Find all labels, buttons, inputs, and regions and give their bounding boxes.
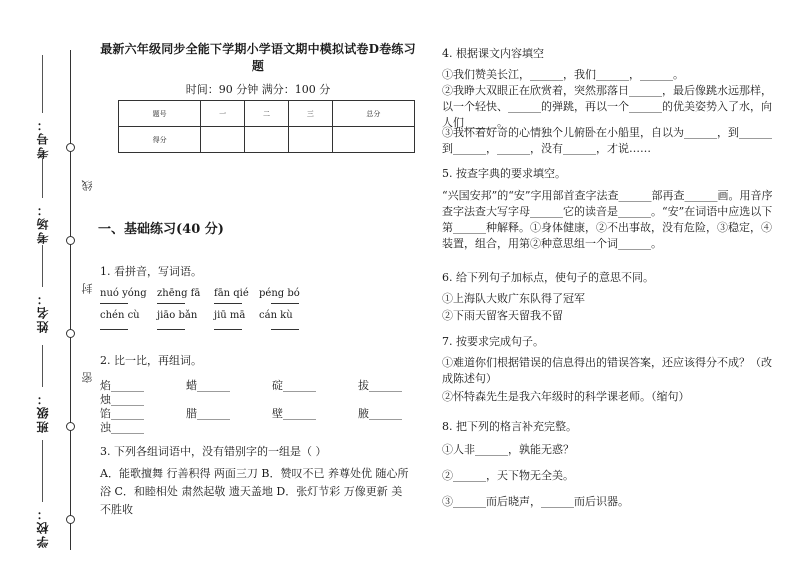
question-7-stem: 7. 按要求完成句子。	[442, 335, 544, 348]
question-8-line: ③______而后晓声，______而后识器。	[442, 495, 629, 508]
question-6-line: ①上海队大败广东队得了冠军	[442, 292, 585, 305]
seal-mark-xian: 线	[81, 180, 94, 191]
answer-blank[interactable]	[157, 303, 185, 304]
pinyin-item: jiāo bǎn	[157, 310, 198, 321]
answer-blank[interactable]	[100, 303, 128, 304]
question-4-line: ①我们赞美长江，______，我们______，______。	[442, 68, 684, 81]
score-header-cell: 一	[201, 101, 245, 127]
score-row-label: 得分	[119, 127, 201, 153]
class-field[interactable]	[34, 345, 51, 433]
answer-blank[interactable]	[214, 329, 242, 330]
name-label: 姓名：	[36, 291, 50, 333]
seal-mark-mi: 密	[81, 372, 94, 383]
school-blank[interactable]	[42, 440, 43, 502]
exam-number-blank[interactable]	[42, 55, 43, 113]
binding-hole	[66, 236, 75, 245]
score-table	[118, 100, 415, 153]
pinyin-item: chén cù	[100, 310, 140, 321]
score-cell[interactable]	[245, 127, 289, 153]
binding-hole	[66, 143, 75, 152]
left-column	[98, 40, 418, 516]
compare-item: 馅______	[100, 407, 144, 420]
question-6-stem: 6. 给下列句子加标点，使句子的意思不同。	[442, 271, 654, 284]
question-6-line: ②下雨天留客天留我不留	[442, 309, 563, 322]
compare-item: 拔______	[358, 379, 402, 392]
score-cell[interactable]	[201, 127, 245, 153]
compare-item: 腋______	[358, 407, 402, 420]
score-header-cell: 二	[245, 101, 289, 127]
answer-blank[interactable]	[100, 329, 128, 330]
school-field[interactable]	[34, 440, 51, 548]
compare-item: 蜡______	[186, 379, 230, 392]
exam-room-blank[interactable]	[42, 158, 43, 198]
binding-margin	[0, 0, 95, 565]
compare-item: 碇______	[272, 379, 316, 392]
score-header-cell: 题号	[119, 101, 201, 127]
pinyin-item: jiū mā	[214, 310, 246, 321]
pinyin-item: cán kù	[259, 310, 293, 321]
answer-blank[interactable]	[157, 329, 185, 330]
answer-blank[interactable]	[214, 303, 242, 304]
compare-row-4	[100, 419, 186, 435]
section-heading: 一、基础练习(40 分)	[98, 222, 224, 237]
pinyin-item: zhēng fā	[157, 288, 201, 299]
score-cell[interactable]	[332, 127, 414, 153]
pinyin-item: fān qié	[214, 288, 249, 299]
question-3-stem: 3. 下列各组词语中，没有错别字的一组是（ ）	[100, 445, 327, 458]
question-8-line: ②______，天下物无全美。	[442, 469, 574, 482]
exam-title: 最新六年级同步全能下学期小学语文期中模拟试卷D卷练习题	[100, 42, 416, 73]
compare-item: 焰______	[100, 379, 144, 392]
pinyin-item: péng bó	[259, 288, 300, 299]
question-3-options: A．能歌擅舞 行善积得 两面三刀 B．赞叹不已 养尊处优 随心所浴 C．和睦相处 肃然起敬 遗天盖地 D．张灯节彩 万像更新 美不胜收	[100, 467, 409, 516]
name-field[interactable]	[34, 245, 51, 333]
compare-item: 腊______	[186, 407, 230, 420]
answer-blanks-row-1[interactable]	[100, 303, 328, 304]
question-4-stem: 4. 根据课文内容填空	[442, 47, 544, 60]
seal-mark-feng: 封	[81, 283, 94, 294]
exam-subtitle: 时间：90 分钟 满分：100 分	[185, 83, 331, 96]
exam-room-field[interactable]	[34, 158, 51, 244]
compare-item: 浊______	[100, 421, 144, 434]
score-cell[interactable]	[288, 127, 332, 153]
question-8-line: ①人非______，孰能无惑？	[442, 443, 574, 456]
name-blank[interactable]	[42, 245, 43, 287]
binding-line	[70, 50, 71, 550]
question-7-line: ①难道你们根据错误的信息得出的错误答案，还应该得分不成？（改成陈述句）	[442, 356, 772, 385]
class-blank[interactable]	[42, 345, 43, 387]
compare-item: 烛______	[100, 393, 144, 406]
binding-hole	[66, 329, 75, 338]
binding-hole	[66, 515, 75, 524]
pinyin-row-2	[100, 310, 319, 321]
question-2-stem: 2. 比一比，再组词。	[100, 354, 202, 367]
question-7-line: ②怀特森先生是我六年级时的科学课老师。（缩句）	[442, 390, 690, 403]
pinyin-item: nuó yóng	[100, 288, 147, 299]
answer-blank[interactable]	[271, 329, 299, 330]
question-8-stem: 8. 把下列的格言补充完整。	[442, 420, 577, 433]
question-1-stem: 1. 看拼音，写词语。	[100, 265, 202, 278]
pinyin-row-1	[100, 288, 319, 299]
score-header-cell: 三	[288, 101, 332, 127]
question-5-stem: 5. 按查字典的要求填空。	[442, 167, 566, 180]
compare-item: 壁______	[272, 407, 316, 420]
answer-blank[interactable]	[271, 303, 299, 304]
question-5-text: “兴国安邦”的“安”字用部首查字法查______部再查______画。用音序查字法查大写字母______它的读音是______。“安”在词语中应选以下第______种解释。①身体健康，②不出事故，没有危险，③稳定，④装置，组合，用第②种意思组一个词______。	[442, 189, 773, 250]
binding-hole	[66, 422, 75, 431]
score-table-header-row	[119, 101, 415, 127]
answer-blanks-row-2[interactable]	[100, 329, 328, 330]
class-label: 班级：	[36, 391, 50, 433]
score-table-row	[119, 127, 415, 153]
question-4-line: ②我睁大双眼正在欣赏着，突然那落日______，最后像跳水远那样，以一个轻快、______的弹跳，再以一个______的优美姿势入了水，向人们______。	[442, 84, 772, 129]
score-header-cell: 总分	[332, 101, 414, 127]
exam-number-label: 考号：	[36, 117, 50, 159]
exam-room-label: 考场：	[36, 202, 50, 244]
exam-number-field[interactable]	[34, 55, 51, 159]
question-4-line: ③我怀着好奇的心情独个儿俯卧在小船里，自以为______，到______到______，______，没有______，才说……	[442, 126, 772, 155]
school-label: 学校：	[36, 506, 50, 548]
